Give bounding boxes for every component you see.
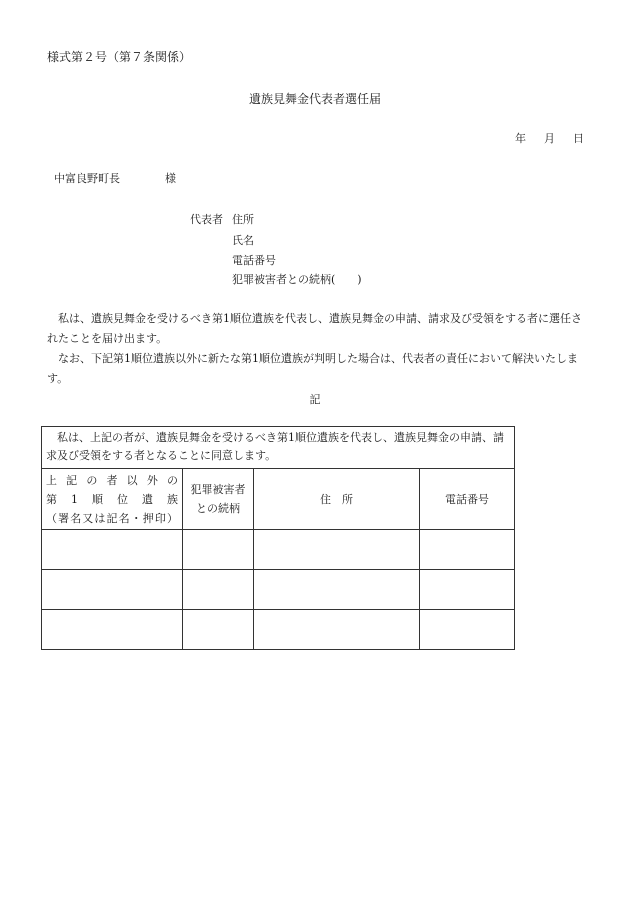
consent-table [41, 426, 515, 650]
cell-relation[interactable] [183, 530, 254, 570]
header-relation-line1: 犯罪被害者 [190, 483, 246, 496]
date-month: 月 [544, 132, 555, 145]
declaration-paragraph-2: なお、下記第1順位遺族以外に新たな第1順位遺族が判明した場合は、代表者の責任において解決いたします。 [47, 352, 578, 385]
addressee-name: 中富良野町長 [54, 172, 120, 185]
date-line [515, 130, 584, 146]
cell-address[interactable] [254, 530, 420, 570]
cell-relation[interactable] [183, 610, 254, 650]
cell-relation[interactable] [183, 570, 254, 610]
representative-relation-label: 犯罪被害者との続柄( ) [232, 273, 362, 286]
representative-name-label: 氏名 [232, 234, 254, 247]
addressee-honorific: 様 [165, 172, 176, 185]
cell-phone[interactable] [420, 570, 515, 610]
consent-statement: 私は、上記の者が、遺族見舞金を受けるべき第1順位遺族を代表し、遺族見舞金の申請、請求及び受領をする者となることに同意します。 [42, 427, 515, 469]
table-row [42, 610, 515, 650]
header-other-survivors-line3: （署名又は記名・押印） [46, 511, 178, 525]
date-year: 年 [515, 132, 526, 145]
cell-survivor[interactable] [42, 610, 183, 650]
cell-address[interactable] [254, 570, 420, 610]
header-other-survivors [42, 469, 183, 530]
ki-heading: 記 [309, 393, 321, 406]
representative-address-label: 住所 [232, 213, 254, 226]
declaration-paragraph-1: 私は、遺族見舞金を受けるべき第1順位遺族を代表し、遺族見舞金の申請、請求及び受領をする者に選任されたことを届け出ます。 [47, 312, 582, 345]
cell-survivor[interactable] [42, 570, 183, 610]
form-number: 様式第２号（第７条関係） [47, 50, 192, 64]
table-row [42, 530, 515, 570]
representative-label: 代表者 [190, 213, 223, 226]
cell-phone[interactable] [420, 610, 515, 650]
cell-survivor[interactable] [42, 530, 183, 570]
header-other-survivors-line1: 上記の者以外の [46, 473, 178, 487]
declaration-body [47, 309, 587, 389]
header-relation [183, 469, 254, 530]
document-title: 遺族見舞金代表者選任届 [248, 92, 381, 106]
header-relation-line2: との続柄 [196, 502, 240, 515]
header-phone: 電話番号 [420, 469, 515, 530]
table-row [42, 570, 515, 610]
date-day: 日 [573, 132, 584, 145]
cell-phone[interactable] [420, 530, 515, 570]
cell-address[interactable] [254, 610, 420, 650]
addressee [54, 170, 176, 186]
header-other-survivors-line2: 第1順位遺族 [46, 492, 178, 506]
header-address: 住 所 [254, 469, 420, 530]
representative-phone-label: 電話番号 [232, 254, 276, 267]
